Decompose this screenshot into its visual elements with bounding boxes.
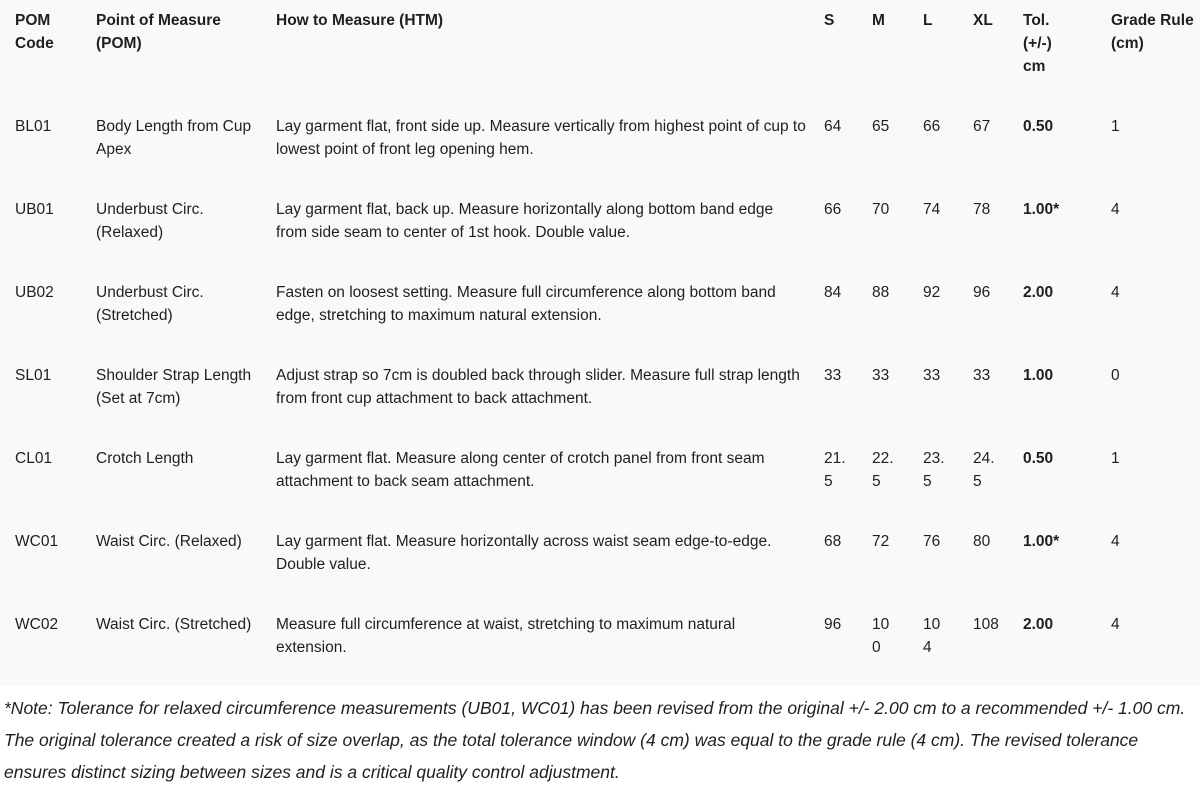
cell-size-s: 33 bbox=[824, 367, 842, 384]
cell-htm: Lay garment flat, front side up. Measure vertically from highest point of cup to lowest point of front leg opening hem. bbox=[276, 118, 806, 158]
cell-size-l: 104 bbox=[923, 616, 941, 656]
cell-htm: Lay garment flat. Measure along center of crotch panel from front seam attachment to back seam attachment. bbox=[276, 450, 765, 490]
header-tolerance: Tol. (+/-) cm bbox=[1023, 12, 1052, 75]
header-pom: Point of Measure (POM) bbox=[96, 12, 221, 52]
cell-size-s: 84 bbox=[824, 284, 842, 301]
cell-grade-rule: 1 bbox=[1111, 118, 1120, 135]
cell-size-m: 70 bbox=[872, 201, 890, 218]
cell-htm: Adjust strap so 7cm is doubled back through slider. Measure full strap length from front cup attachment to back attachment. bbox=[276, 367, 800, 407]
cell-size-m: 72 bbox=[872, 533, 890, 550]
cell-grade-rule: 0 bbox=[1111, 367, 1120, 384]
cell-htm: Lay garment flat, back up. Measure horizontally along bottom band edge from side seam to center of 1st hook. Double value. bbox=[276, 201, 774, 241]
cell-size-xl: 24.5 bbox=[973, 450, 995, 490]
cell-size-m: 88 bbox=[872, 284, 890, 301]
cell-size-s: 21.5 bbox=[824, 450, 846, 490]
cell-pom: Underbust Circ. (Relaxed) bbox=[96, 201, 204, 241]
cell-pom-code: SL01 bbox=[15, 367, 52, 384]
cell-size-s: 68 bbox=[824, 533, 842, 550]
header-size-m: M bbox=[872, 12, 885, 29]
cell-size-l: 92 bbox=[923, 284, 941, 301]
cell-pom-code: CL01 bbox=[15, 450, 53, 467]
cell-pom-code: WC02 bbox=[15, 616, 59, 633]
cell-pom: Waist Circ. (Stretched) bbox=[96, 616, 252, 633]
cell-size-xl: 96 bbox=[973, 284, 991, 301]
cell-tolerance: 1.00* bbox=[1023, 201, 1060, 218]
cell-pom: Underbust Circ. (Stretched) bbox=[96, 284, 204, 324]
header-size-s: S bbox=[824, 12, 835, 29]
cell-pom-code: UB01 bbox=[15, 201, 54, 218]
cell-size-xl: 80 bbox=[973, 533, 991, 550]
cell-pom: Body Length from Cup Apex bbox=[96, 118, 252, 158]
cell-pom-code: BL01 bbox=[15, 118, 52, 135]
cell-size-xl: 78 bbox=[973, 201, 991, 218]
cell-size-xl: 33 bbox=[973, 367, 991, 384]
cell-size-m: 65 bbox=[872, 118, 890, 135]
cell-grade-rule: 4 bbox=[1111, 616, 1120, 633]
cell-pom: Shoulder Strap Length (Set at 7cm) bbox=[96, 367, 252, 407]
cell-pom-code: UB02 bbox=[15, 284, 54, 301]
cell-grade-rule: 1 bbox=[1111, 450, 1120, 467]
header-pom-code: POM Code bbox=[15, 12, 54, 52]
cell-size-s: 64 bbox=[824, 118, 842, 135]
cell-pom: Waist Circ. (Relaxed) bbox=[96, 533, 242, 550]
cell-size-m: 100 bbox=[872, 616, 890, 656]
cell-size-s: 96 bbox=[824, 616, 842, 633]
header-htm: How to Measure (HTM) bbox=[276, 12, 444, 29]
cell-grade-rule: 4 bbox=[1111, 201, 1120, 218]
cell-size-xl: 67 bbox=[973, 118, 991, 135]
cell-tolerance: 0.50 bbox=[1023, 450, 1054, 467]
cell-htm: Measure full circumference at waist, stretching to maximum natural extension. bbox=[276, 616, 736, 656]
header-size-l: L bbox=[923, 12, 933, 29]
cell-pom-code: WC01 bbox=[15, 533, 59, 550]
cell-size-m: 22.5 bbox=[872, 450, 894, 490]
cell-tolerance: 1.00* bbox=[1023, 533, 1060, 550]
cell-tolerance: 2.00 bbox=[1023, 284, 1054, 301]
tolerance-footnote: *Note: Tolerance for relaxed circumference measurements (UB01, WC01) has been revised from the original +/- 2.00 cm to a recommended +/- 1.00 cm. The original tolerance created a risk of size overlap, as the total tolerance window (4 cm) was equal to the grade rule (4 cm). The revised tolerance ensures distinct sizing between sizes and is a critical quality control adjustment. bbox=[4, 698, 1186, 782]
cell-size-s: 66 bbox=[824, 201, 842, 218]
cell-tolerance: 1.00 bbox=[1023, 367, 1054, 384]
cell-size-l: 74 bbox=[923, 201, 941, 218]
header-size-xl: XL bbox=[973, 12, 993, 29]
header-grade-rule: Grade Rule (cm) bbox=[1111, 12, 1194, 52]
cell-grade-rule: 4 bbox=[1111, 284, 1120, 301]
cell-tolerance: 0.50 bbox=[1023, 118, 1054, 135]
cell-pom: Crotch Length bbox=[96, 450, 194, 467]
cell-htm: Fasten on loosest setting. Measure full circumference along bottom band edge, stretching to maximum natural extension. bbox=[276, 284, 776, 324]
cell-grade-rule: 4 bbox=[1111, 533, 1120, 550]
cell-size-l: 33 bbox=[923, 367, 941, 384]
cell-size-l: 23.5 bbox=[923, 450, 945, 490]
cell-tolerance: 2.00 bbox=[1023, 616, 1054, 633]
cell-size-m: 33 bbox=[872, 367, 890, 384]
cell-htm: Lay garment flat. Measure horizontally across waist seam edge-to-edge. Double value. bbox=[276, 533, 772, 573]
cell-size-l: 66 bbox=[923, 118, 941, 135]
cell-size-xl: 108 bbox=[973, 616, 999, 633]
cell-size-l: 76 bbox=[923, 533, 941, 550]
